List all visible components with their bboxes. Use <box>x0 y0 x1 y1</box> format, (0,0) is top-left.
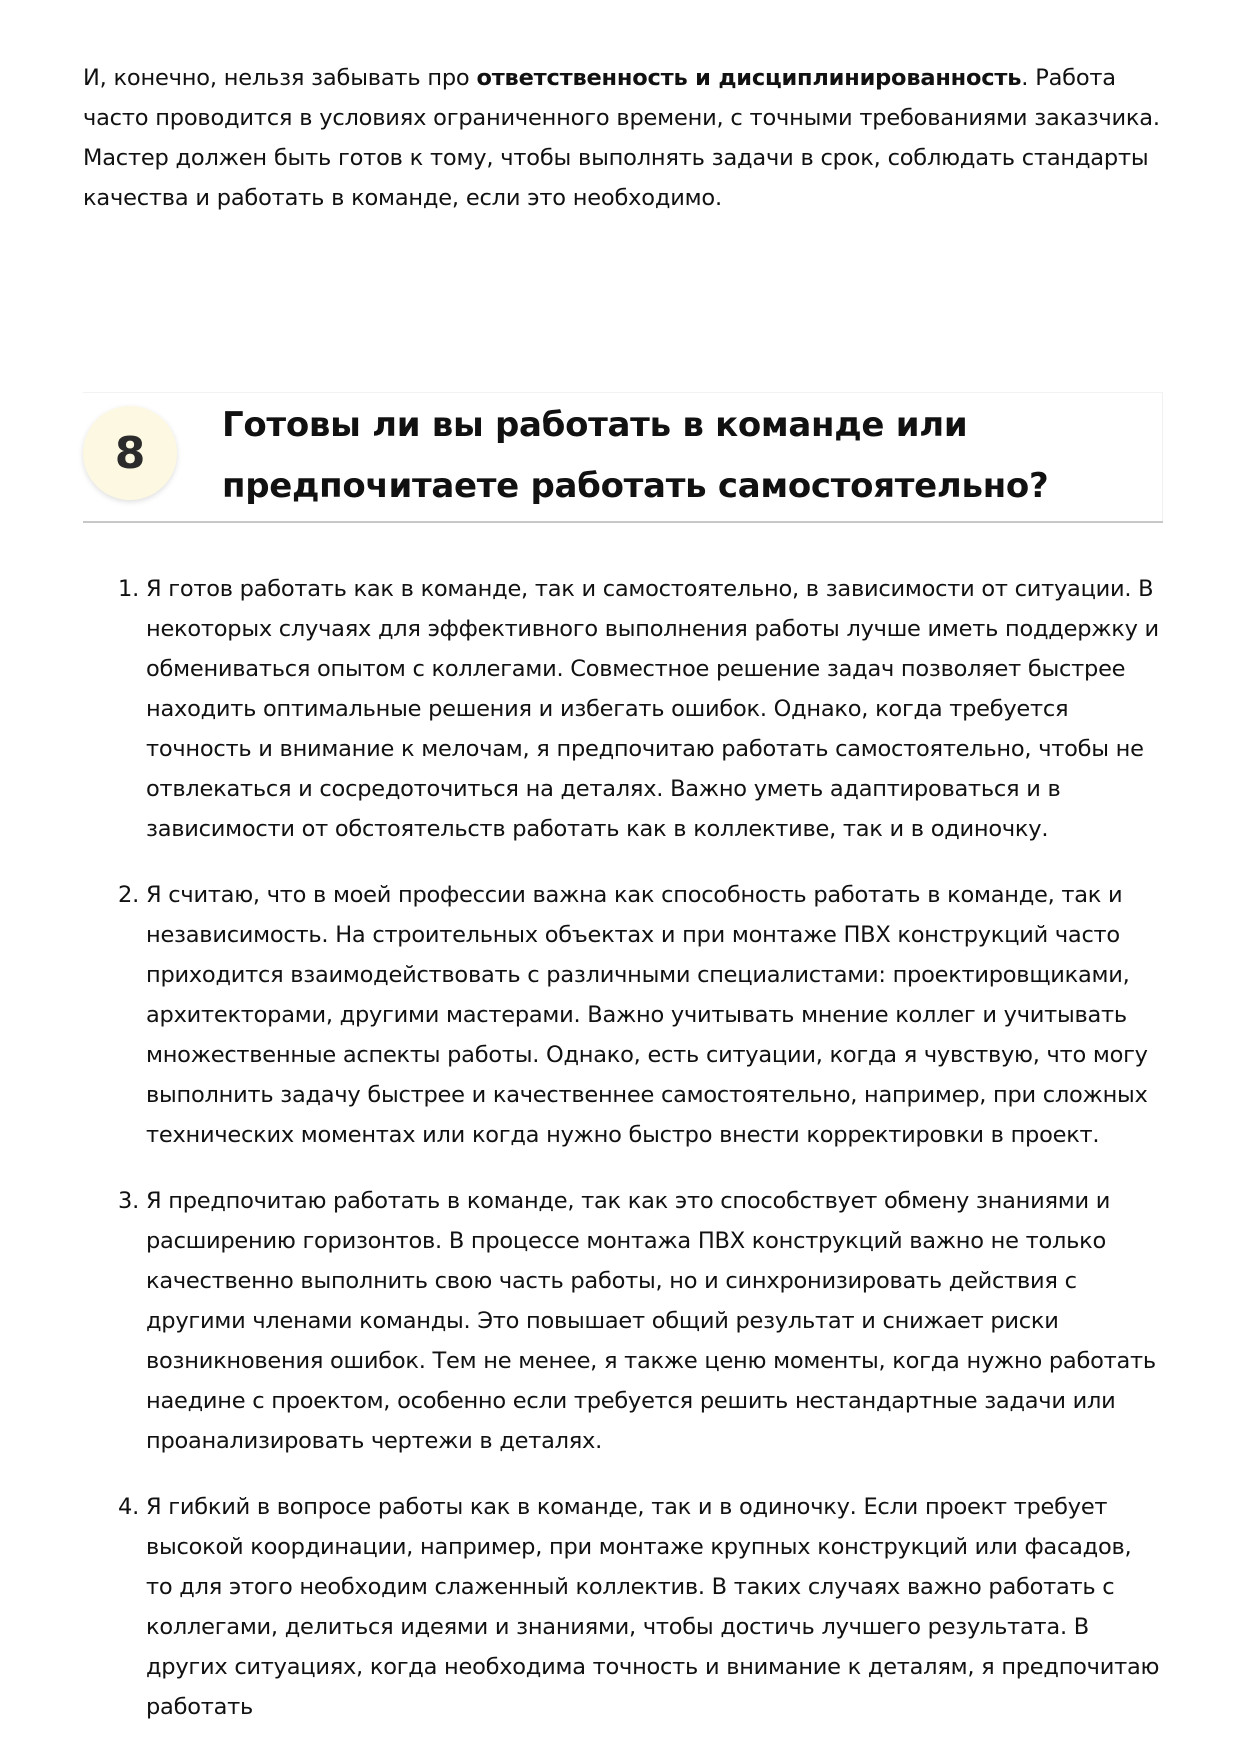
intro-text-end: . Работа часто проводится в условиях ограниченного времени, с точными требованиями заказчика. Мастер должен быть готов к тому, чтобы выполнять задачи в срок, соблюдать стандарты качества и работать в команде, если это необходимо. <box>83 65 1160 211</box>
section-title: Готовы ли вы работать в команде или предпочитаете работать самостоятельно? <box>222 405 1049 506</box>
list-item-text: Я готов работать как в команде, так и самостоятельно, в зависимости от ситуации. В некоторых случаях для эффективного выполнения работы лучше иметь поддержку и обмениваться опытом с коллегами. Совместное решение задач позволяет быстрее находить оптимальные решения и избегать ошибок. Однако, когда требуется точность и внимание к мелочам, я предпочитаю работать самостоятельно, чтобы не отвлекаться и сосредоточиться на деталях. Важно уметь адаптироваться и в зависимости от обстоятельств работать как в коллективе, так и в одиночку. <box>146 576 1159 842</box>
document-page <box>83 58 1163 1720</box>
list-item-number: 3. <box>118 1188 139 1214</box>
list-item <box>83 875 1163 1155</box>
list-item <box>83 569 1163 849</box>
section-header <box>83 393 1163 523</box>
list-item-text: Я предпочитаю работать в команде, так как это способствует обмену знаниями и расширению горизонтов. В процессе монтажа ПВХ конструкций важно не только качественно выполнить свою часть работы, но и синхронизировать действия с другими членами команды. Это повышает общий результат и снижает риски возникновения ошибок. Тем не менее, я также ценю моменты, когда нужно работать наедине с проектом, особенно если требуется решить нестандартные задачи или проанализировать чертежи в деталях. <box>146 1188 1156 1454</box>
list-item-text: Я гибкий в вопросе работы как в команде, так и в одиночку. Если проект требует высокой координации, например, при монтаже крупных конструкций или фасадов, то для этого необходим слаженный коллектив. В таких случаях важно работать с коллегами, делиться идеями и знаниями, чтобы достичь лучшего результата. В других ситуациях, когда необходима точность и внимание к деталям, я предпочитаю работать <box>146 1494 1160 1720</box>
list-item-number: 2. <box>118 882 139 908</box>
section-number-badge: 8 <box>83 406 177 500</box>
list-item <box>83 1181 1163 1461</box>
list-item-number: 1. <box>118 576 139 602</box>
list-item-number: 4. <box>118 1494 139 1520</box>
intro-text-start: И, конечно, нельзя забывать про <box>83 65 477 91</box>
intro-bold-phrase: ответственность и дисциплинированность <box>476 65 1022 91</box>
list-item <box>83 1487 1163 1727</box>
answers-list <box>83 569 1163 1753</box>
list-item-text: Я считаю, что в моей профессии важна как способность работать в команде, так и независимость. На строительных объектах и при монтаже ПВХ конструкций часто приходится взаимодействовать с различными специалистами: проектировщиками, архитекторами, другими мастерами. Важно учитывать мнение коллег и учитывать множественные аспекты работы. Однако, есть ситуации, когда я чувствую, что могу выполнить задачу быстрее и качественнее самостоятельно, например, при сложных технических моментах или когда нужно быстро внести корректировки в проект. <box>146 882 1148 1148</box>
intro-paragraph <box>83 58 1163 218</box>
